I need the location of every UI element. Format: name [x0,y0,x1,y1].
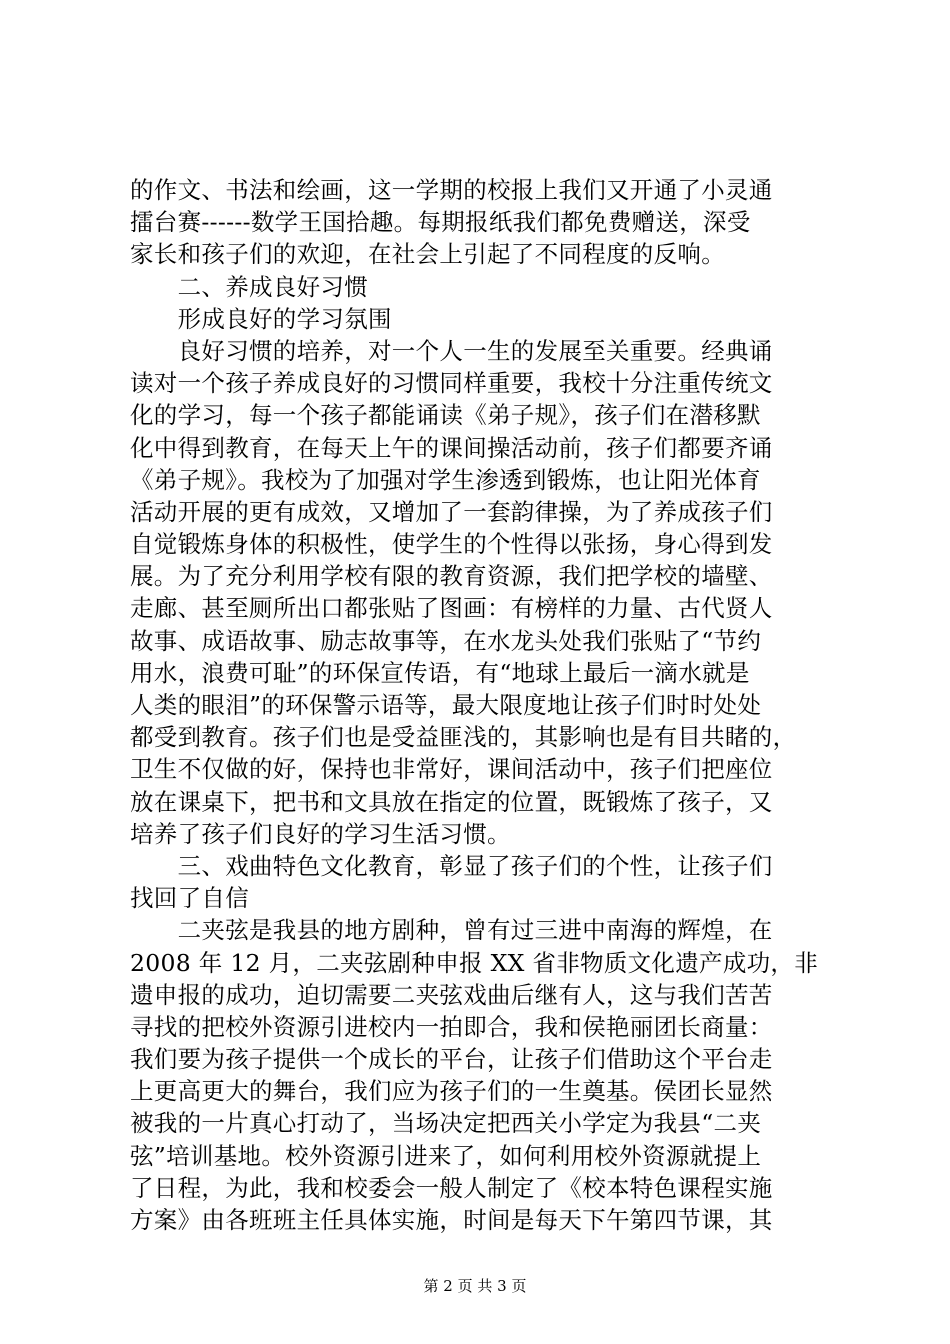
section-heading: 三、戏曲特色文化教育，彰显了孩子们的个性，让孩子们 [130,851,773,880]
section-heading: 找回了自信 [130,884,249,913]
subsection-heading: 形成良好的学习氛围 [130,304,392,333]
text-line: 自觉锻炼身体的积极性，使学生的个性得以张扬，身心得到发 [130,530,773,559]
text-line: 用水，浪费可耻”的环保宣传语，有“地球上最后一滴水就是 [130,658,750,687]
text-line: 方案》由各班班主任具体实施，时间是每天下午第四节课，其 [130,1206,773,1234]
text-line: 遗申报的成功，迫切需要二夹弦戏曲后继有人，这与我们苦苦 [130,980,773,1009]
body-text [130,174,830,1236]
text-line: 卫生不仅做的好，保持也非常好，课间活动中，孩子们把座位 [130,755,773,784]
text-line: 2008 年 12 月，二夹弦剧种申报 XX 省非物质文化遗产成功，非 [130,948,819,977]
text-line: 了日程，为此，我和校委会一般人制定了《校本特色课程实施 [130,1173,773,1202]
text-line: 寻找的把校外资源引进校内一拍即合，我和侯艳丽团长商量： [130,1012,773,1041]
text-line: 二夹弦是我县的地方剧种，曾有过三进中南海的辉煌，在 [130,916,773,945]
text-line: 故事、成语故事、励志故事等，在水龙头处我们张贴了“节约 [130,626,762,655]
text-line: 良好习惯的培养，对一个人一生的发展至关重要。经典诵 [130,336,773,365]
page-number: 第 2 页 共 3 页 [423,1277,527,1295]
text-line: 擂台赛------数学王国拾趣。每期报纸我们都免费赠送，深受 [130,208,751,237]
text-line: 弦”培训基地。校外资源引进来了，如何利用校外资源就提上 [130,1141,762,1170]
text-line: 化中得到教育，在每天上午的课间操活动前，孩子们都要齐诵 [130,433,773,462]
section-heading: 二、养成良好习惯 [130,272,368,301]
text-line: 培养了孩子们良好的学习生活习惯。 [130,819,511,848]
text-line: 人类的眼泪”的环保警示语等，最大限度地让孩子们时时处处 [130,691,762,719]
text-line: 我们要为孩子提供一个成长的平台，让孩子们借助这个平台走 [130,1045,773,1074]
text-line: 放在课桌下，把书和文具放在指定的位置，既锻炼了孩子，又 [130,787,773,816]
text-line: 走廊、甚至厕所出口都张贴了图画：有榜样的力量、古代贤人 [130,594,773,623]
text-line: 展。为了充分利用学校有限的教育资源，我们把学校的墙壁、 [130,562,773,591]
text-line: 都受到教育。孩子们也是受益匪浅的，其影响也是有目共睹的， [130,723,797,752]
text-line: 被我的一片真心打动了，当场决定把西关小学定为我县“二夹 [130,1109,762,1138]
text-line: 上更高更大的舞台，我们应为孩子们的一生奠基。侯团长显然 [130,1077,773,1106]
text-line: 化的学习，每一个孩子都能诵读《弟子规》，孩子们在潜移默 [130,401,761,430]
text-line: 的作文、书法和绘画，这一学期的校报上我们又开通了小灵通 [130,176,773,204]
text-line: 家长和孩子们的欢迎，在社会上引起了不同程度的反响。 [130,240,725,269]
text-line: 读对一个孩子养成良好的习惯同样重要，我校十分注重传统文 [130,369,773,398]
text-line: 活动开展的更有成效，又增加了一套韵律操，为了养成孩子们 [130,497,773,526]
text-line: 《弟子规》。我校为了加强对学生渗透到锻炼，也让阳光体育 [130,465,761,494]
